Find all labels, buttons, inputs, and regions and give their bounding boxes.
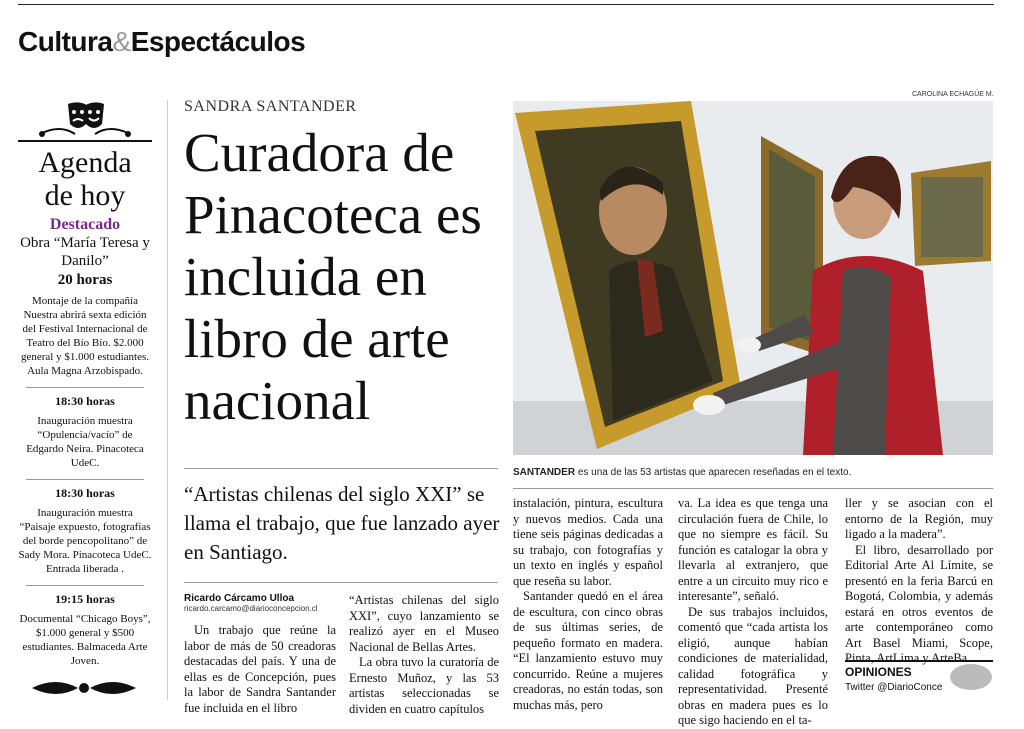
section-title-part2: Espectáculos	[130, 26, 306, 57]
featured-event-description: Montaje de la compañía Nuestra abrirá sexta edición del Festival Internacional de Teatro del Bío Bío. $2.000 general y $1.000 estudiantes. Aula Magna Arzobispado.	[21, 295, 149, 377]
agenda-title	[18, 146, 152, 212]
article-column-5	[845, 496, 993, 667]
photo-credit: CAROLINA ECHAGÜE M.	[912, 91, 994, 98]
paragraph: ller y se asocian con el entorno de la Región, muy ligado a la madera”.	[845, 496, 993, 541]
ornament-icon	[28, 676, 140, 700]
divider	[26, 387, 144, 388]
section-title	[18, 26, 305, 58]
paragraph: De sus trabajos incluidos, comentó que “cada artista los eligió, aunque habían condiciones de materialidad, calidad fotográfica y representatividad. Presenté obras en madera pues es lo que sigo haciendo en el ta-	[678, 604, 828, 727]
section-title-ampersand: &	[112, 26, 131, 57]
agenda-top-rule	[18, 140, 152, 142]
divider	[184, 468, 498, 469]
destacado-label: Destacado	[49, 216, 121, 233]
paragraph: “Artistas chilenas del siglo XXI”, cuyo lanzamiento se realizó ayer en el Museo Nacional de Bellas Artes.	[349, 593, 499, 654]
opinions-heading: OPINIONES	[845, 665, 912, 679]
article-subheadline: “Artistas chilenas del siglo XXI” se llama el trabajo, que fue lanzado ayer en Santiago.	[184, 482, 500, 564]
featured-event-title: Obra “María Teresa y Danilo”	[20, 235, 150, 269]
event-time: 18:30 horas	[55, 486, 115, 500]
article-column-3	[513, 496, 663, 713]
top-rule	[18, 4, 994, 5]
event-description: Inauguración muestra “Paisaje expuesto, fotografías del borde pencopolitano” de Sady Mora. Pinacoteca UdeC. Entrada liberada .	[18, 507, 152, 575]
opinion-rule	[845, 660, 993, 662]
paragraph: instalación, pintura, escultura y nuevos medios. Cada una tiene seis páginas dedicadas a su trabajo, con fotografías y un texto en inglés y español que reseña su labor.	[513, 496, 663, 588]
caption-name: SANTANDER	[513, 467, 576, 478]
divider	[513, 488, 993, 489]
theater-masks-icon	[30, 96, 140, 140]
agenda-sidebar	[18, 96, 152, 668]
event-description: Documental “Chicago Boys”, $1.000 general y $500 estudiantes. Balmaceda Arte Joven.	[19, 613, 151, 667]
event-time: 19:15 horas	[55, 592, 115, 606]
section-title-part1: Cultura	[18, 26, 113, 57]
paragraph: El libro, desarrollado por Editorial Arte Al Límite, se presentó en la feria Barcú en Bogotá, Colombia, y además estará en otros eventos de arte contemporáneo como Art Basel Miami, Scope, Pinta, ArtLima y ArteBa.	[845, 542, 993, 665]
article-column-1	[184, 623, 336, 716]
twitter-handle[interactable]: Twitter @DiarioConce	[845, 682, 943, 693]
byline-email: ricardo.carcamo@diarioconcepcion.cl	[184, 604, 318, 613]
event-time: 18:30 horas	[55, 394, 115, 408]
article-headline: Curadora de Pinacoteca es incluida en libro de arte nacional	[184, 122, 482, 431]
article-column-2	[349, 593, 499, 717]
divider	[26, 585, 144, 586]
agenda-title-line1: Agenda	[38, 146, 132, 179]
article-column-4	[678, 496, 828, 729]
byline	[184, 593, 344, 613]
event-description: Inauguración muestra “Opulencia/vacío” de Edgardo Neira. Pinacoteca UdeC.	[26, 415, 144, 469]
divider	[184, 582, 498, 583]
speech-bubble-icon	[950, 664, 992, 690]
paragraph: Santander quedó en el área de escultura, con cinco obras de sus últimas series, de pequeño formato en madera. “El lanzamiento estuvo muy concurrido. Reúne a mujeres creadoras, no están todas, son muchas más, pero	[513, 589, 663, 712]
paragraph: va. La idea es que tenga una circulación fuera de Chile, lo que no siempre es fácil. Su función es catalogar la obra y llevarla al extranjero, que entre a un circuito muy rico e interesante”, señaló.	[678, 496, 828, 603]
article-kicker: SANDRA SANTANDER	[184, 98, 357, 115]
photo-caption	[513, 467, 993, 478]
photo-illustration	[513, 101, 993, 455]
byline-name: Ricardo Cárcamo Ulloa	[184, 593, 295, 604]
paragraph: Un trabajo que reúne la labor de más de 50 creadoras destacadas del país. Y una de ellas es de Concepción, pues la labor de Sandra Santander fue incluida en el libro	[184, 623, 336, 715]
featured-event-time: 20 horas	[57, 272, 113, 288]
agenda-title-line2: de hoy	[44, 179, 126, 212]
column-rule	[167, 100, 168, 700]
article-photo	[513, 101, 993, 455]
paragraph: La obra tuvo la curatoría de Ernesto Muñoz, y las 53 artistas seleccionadas se dividen en cuatro capítulos	[349, 655, 499, 716]
divider	[26, 479, 144, 480]
caption-text: es una de las 53 artistas que aparecen reseñadas en el texto.	[575, 467, 852, 478]
